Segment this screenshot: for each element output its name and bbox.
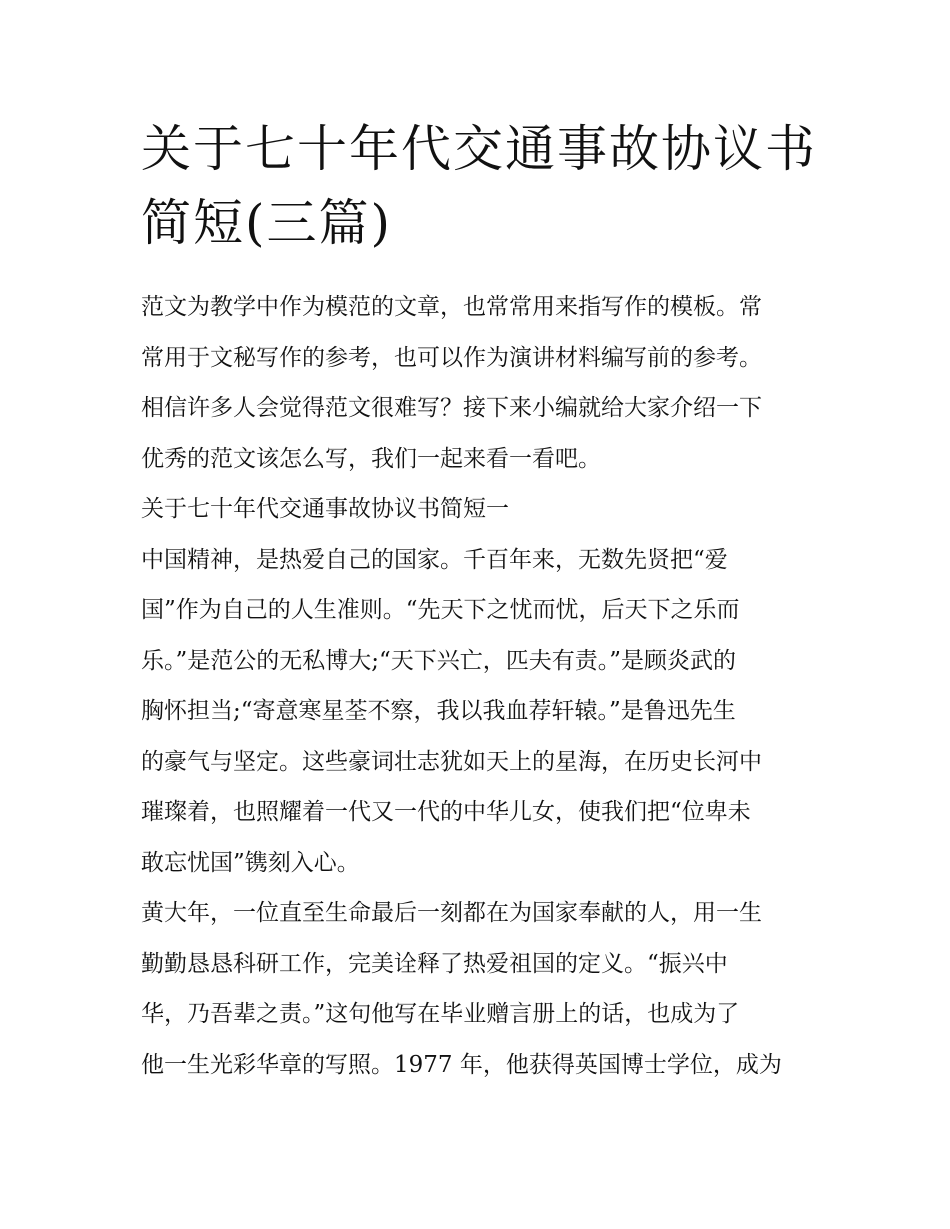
document-body (141, 282, 821, 1090)
intro-line: 相信许多人会觉得范文很难写？接下来小编就给大家介绍一下 (141, 395, 762, 421)
paragraph-line: 胸怀担当;“寄意寒星荃不察，我以我血荐轩辕。”是鲁迅先生 (141, 698, 736, 724)
paragraph-line: 黄大年，一位直至生命最后一刻都在为国家奉献的人，用一生 (141, 900, 762, 926)
paragraph-line: 国”作为自己的人生准则。“先天下之忧而忧，后天下之乐而 (141, 597, 740, 623)
intro-line: 优秀的范文该怎么写，我们一起来看一看吧。 (141, 445, 601, 472)
paragraph-line: 勤勤恳恳科研工作，完美诠释了热爱祖国的定义。“振兴中 (141, 950, 728, 977)
intro-line: 范文为教学中作为模范的文章，也常常用来指写作的模板。常 (141, 294, 762, 320)
section-heading: 关于七十年代交通事故协议书简短一 (141, 496, 509, 522)
paragraph-line: 的豪气与坚定。这些豪词壮志犹如天上的星海，在历史长河中 (141, 748, 762, 775)
title-line: 简短(三篇) (141, 194, 393, 252)
paragraph-line: 敢忘忧国”镌刻入心。 (141, 849, 360, 876)
paragraph-line: 他一生光彩华章的写照。1977 年，他获得英国博士学位，成为 (141, 1051, 782, 1078)
intro-line: 常用于文秘写作的参考，也可以作为演讲材料编写前的参考。 (141, 344, 762, 371)
paragraph-line: 华，乃吾辈之责。”这句他写在毕业赠言册上的话，也成为了 (141, 1001, 740, 1027)
document-page (141, 112, 821, 1090)
intro-paragraph (141, 282, 821, 484)
paragraph-1 (141, 535, 821, 889)
paragraph-line: 乐。”是范公的无私博大;“天下兴亡，匹夫有责。”是顾炎武的 (141, 647, 737, 674)
paragraph-line: 璀璨着，也照耀着一代又一代的中华儿女，使我们把“位卑未 (141, 799, 751, 825)
paragraph-2 (141, 888, 821, 1090)
title-line: 关于七十年代交通事故协议书 (141, 120, 817, 178)
paragraph-line: 中国精神，是热爱自己的国家。千百年来，无数先贤把“爱 (141, 546, 728, 573)
document-title (141, 112, 821, 260)
